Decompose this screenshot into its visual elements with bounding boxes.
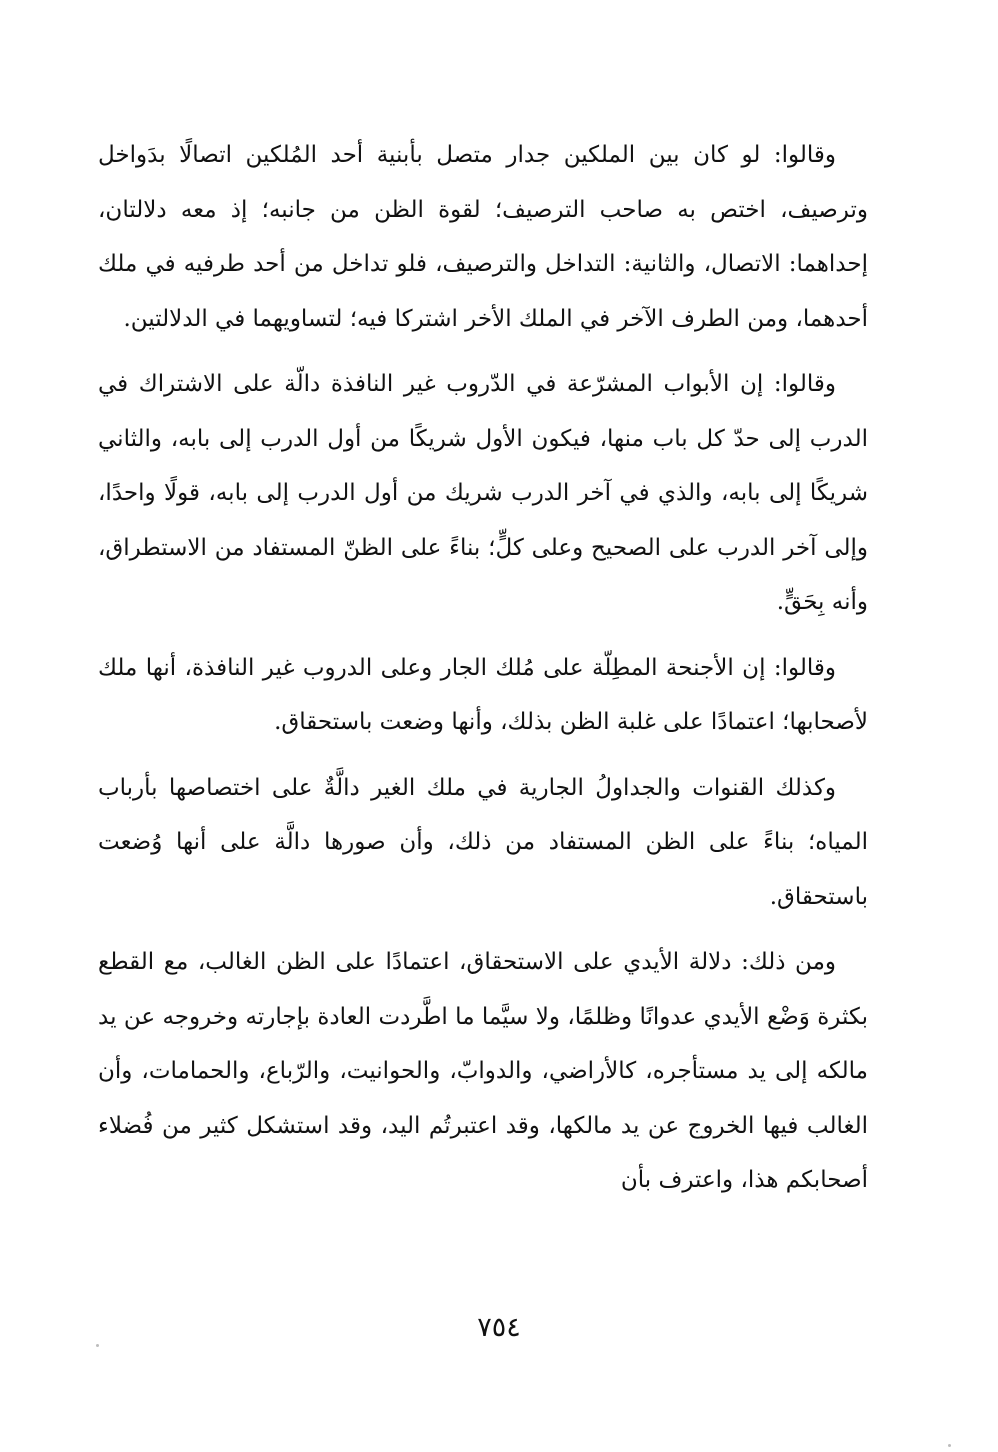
scan-speck	[948, 1444, 951, 1447]
paragraph-1: وقالوا: لو كان بين الملكين جدار متصل بأبنية أحد المُلكين اتصالًا بدَواخل وترصيف، اختص به صاحب الترصيف؛ لقوة الظن من جانبه؛ إذ معه دلالتان، إحداهما: الاتصال، والثانية: التداخل والترصيف، فلو تداخل من أحد طرفيه في ملك أحدهما، ومن الطرف الآخر في الملك الأخر اشتركا فيه؛ لتساويهما في الدلالتين.	[98, 142, 868, 332]
paragraph-4: وكذلك القنوات والجداولُ الجارية في ملك الغير دالَّةٌ على اختصاصها بأرباب المياه؛ بناءً على الظن المستفاد من ذلك، وأن صورها دالَّة على أنها وُضعت باستحقاق.	[98, 774, 868, 910]
paragraph-2: وقالوا: إن الأبواب المشرّعة في الدّروب غير النافذة دالّة على الاشتراك في الدرب إلى حدّ كل باب منها، فيكون الأول شريكًا من أول الدرب إلى بابه، والثاني شريكًا إلى بابه، والذي في آخر الدرب شريك من أول الدرب إلى بابه، قولًا واحدًا، وإلى آخر الدرب على الصحيح وعلى كلٍّ؛ بناءً على الظنّ المستفاد من الاستطراق، وأنه بِحَقٍّ.	[98, 371, 868, 615]
paragraph-5: ومن ذلك: دلالة الأيدي على الاستحقاق، اعتمادًا على الظن الغالب، مع القطع بكثرة وَضْع الأيدي عدوانًا وظلمًا، ولا سيَّما ما اطَّردت العادة بإجارته وخروجه عن يد مالكه إلى يد مستأجره، كالأراضي، والدوابّ، والحوانيت، والرّباع، والحمامات، وأن الغالب فيها الخروج عن يد مالكها، وقد اعتبرتُم اليد، وقد استشكل كثير من فُضلاء أصحابكم هذا، واعترف بأن	[98, 949, 868, 1193]
paragraph-3: وقالوا: إن الأجنحة المطِلّة على مُلك الجار وعلى الدروب غير النافذة، أنها ملك لأصحابها؛ اعتمادًا على غلبة الظن بذلك، وأنها وضعت باستحقاق.	[98, 654, 868, 735]
scan-speck	[96, 1344, 99, 1347]
page-body-text	[98, 128, 868, 1219]
page-number: ٧٥٤	[477, 1312, 521, 1343]
